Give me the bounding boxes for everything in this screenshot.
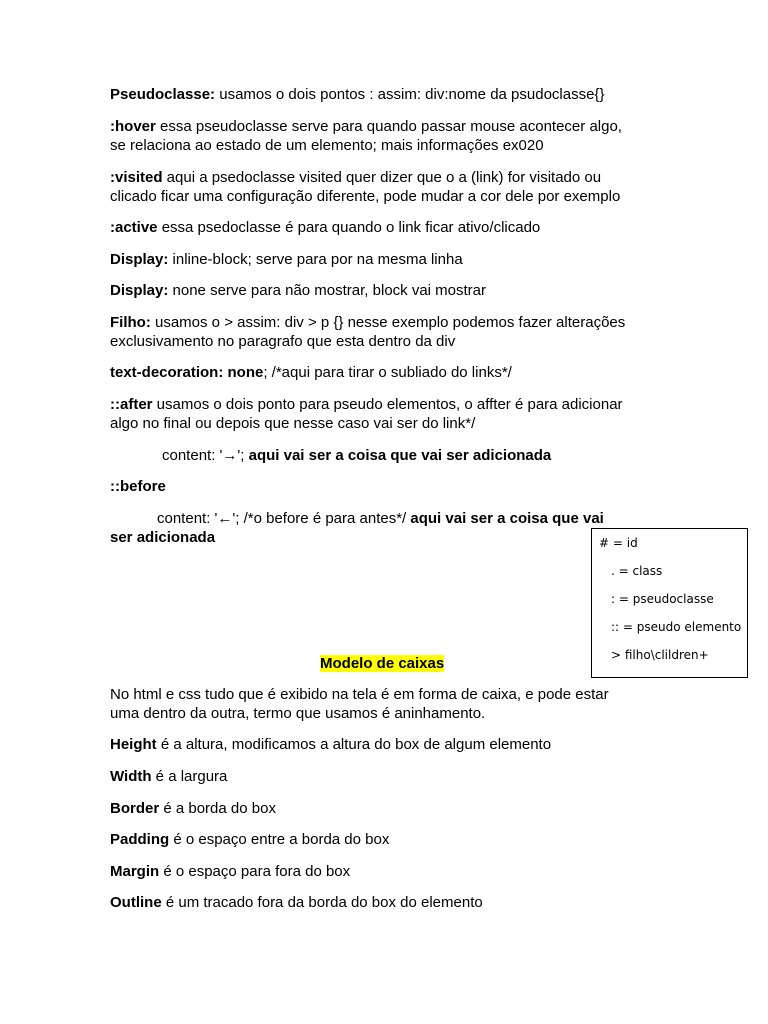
after-line: ::after usamos o dois ponto para pseudo elementos, o affter é para adicionar: [110, 396, 623, 413]
legend-item-id: # = id: [599, 536, 638, 550]
after-line-cont: algo no final ou depois que nesse caso vai ser do link*/: [110, 415, 476, 432]
section-heading: Modelo de caixas: [320, 655, 445, 672]
hover-line-cont: se relaciona ao estado de um elemento; mais informações ex020: [110, 137, 544, 154]
legend-item-pseudo-elemento: :: = pseudo elemento: [611, 620, 742, 634]
before-content-line: content: '←'; /*o before é para antes*/ aqui vai ser a coisa que vai: [157, 510, 604, 527]
visited-line: :visited aqui a psedoclasse visited quer dizer que o a (link) for visitado ou: [110, 169, 602, 186]
width-line: Width é a largura: [110, 768, 228, 785]
intro-line: No html e css tudo que é exibido na tela é em forma de caixa, e pode estar: [110, 686, 609, 703]
selector-legend-box: [591, 528, 748, 678]
legend-item-filho: > filho\clildren+: [611, 648, 709, 662]
margin-line: Margin é o espaço para fora do box: [110, 863, 351, 880]
pseudoclasse-line: Pseudoclasse: usamos o dois pontos : assim: div:nome da psudoclasse{}: [110, 86, 605, 103]
padding-line: Padding é o espaço entre a borda do box: [110, 831, 390, 848]
height-line: Height é a altura, modificamos a altura do box de algum elemento: [110, 736, 552, 753]
before-line: ::before: [110, 478, 166, 495]
display-none-line: Display: none serve para não mostrar, block vai mostrar: [110, 282, 487, 299]
filho-line: Filho: usamos o > assim: div > p {} nesse exemplo podemos fazer alterações: [110, 314, 626, 331]
visited-line-cont: clicado ficar uma configuração diferente, pode mudar a cor dele por exemplo: [110, 188, 621, 205]
border-line: Border é a borda do box: [110, 800, 276, 817]
legend-item-pseudoclasse: : = pseudoclasse: [611, 592, 714, 606]
intro-line-cont: uma dentro da outra, termo que usamos é aninhamento.: [110, 705, 486, 722]
after-content-line: content: '→'; aqui vai ser a coisa que vai ser adicionada: [162, 447, 552, 464]
text-decoration-line: text-decoration: none; /*aqui para tirar o subliado do links*/: [110, 364, 512, 381]
hover-line: :hover essa pseudoclasse serve para quando passar mouse acontecer algo,: [110, 118, 622, 135]
filho-line-cont: exclusivamento no paragrafo que esta dentro da div: [110, 333, 456, 350]
outline-line: Outline é um tracado fora da borda do box do elemento: [110, 894, 483, 911]
active-line: :active essa psedoclasse é para quando o link ficar ativo/clicado: [110, 219, 541, 236]
legend-item-class: . = class: [611, 564, 663, 578]
display-inline-line: Display: inline-block; serve para por na mesma linha: [110, 251, 463, 268]
before-content-line-cont: ser adicionada: [110, 529, 216, 546]
